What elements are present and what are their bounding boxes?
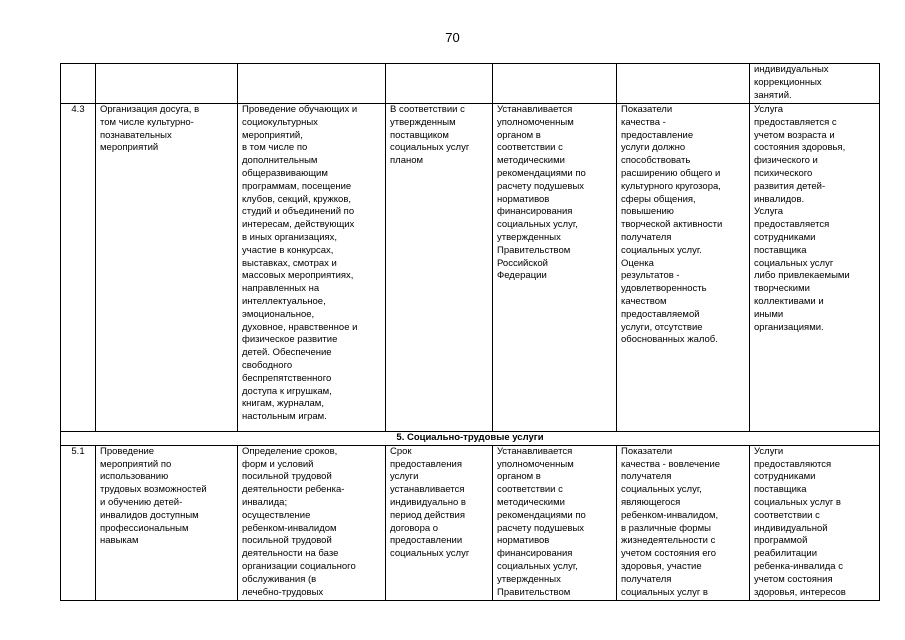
cell-text: Определение сроков, форм и условий посильной трудовой деятельности ребенка- инвалида; осуществление ребенком-инвалидом посильной трудовой деятельности на базе организации социального обслуживания (в лечебно-трудовых [242, 445, 356, 598]
cell-service-conditions: индивидуальных коррекционных занятий. [750, 64, 880, 104]
cell-text: Срок предоставления услуги устанавливается индивидуально в период действия договора о предоставлении социальных услуг [390, 445, 470, 560]
cell-service-name [96, 445, 238, 600]
cell-number: 5.1 [61, 445, 96, 600]
cell-text: Услуги предоставляются сотрудниками поставщика социальных услуг в соответствии с индивидуальной программой реабилитации ребенка-инвалида с учетом состояния здоровья, интересов [754, 445, 846, 598]
cell-service-term: В соответствии с утвержденным поставщиком социальных услуг планом [386, 104, 493, 432]
cell-service-name [96, 64, 238, 104]
cell-text: Проведение мероприятий по использованию трудовых возможностей и обучению детей- инвалидов доступным профессиональным навыкам [100, 445, 207, 547]
social-services-table [60, 63, 880, 601]
cell-number [61, 64, 96, 104]
table-row-continuation [61, 64, 880, 104]
cell-service-conditions [750, 445, 880, 600]
cell-service-content: Проведение обучающих и социокультурных мероприятий, в том числе по дополнительным общеразвивающим программам, посещение клубов, секций, кружков, студий и объединений по интересам, действующих в иных организациях, участие в конкурсах, выставках, смотрах и массовых мероприятиях, направленных на интеллектуальное, эмоциональное, духовное, нравственное и физическое развитие детей. Обеспечение свободного беспрепятственного доступа к игрушкам, книгам, журналам, настольным играм. [238, 104, 386, 432]
cell-text: Устанавливается уполномоченным органом в соответствии с методическими рекомендациями по расчету подушевых нормативов финансирования социальных услуг, утвержденных Правительством [497, 445, 586, 598]
cell-text: Показатели качества - вовлечение получателя социальных услуг, являющегося ребенком-инвалидом, в различные формы жизнедеятельности с учетом состояния его здоровья, участие получателя социальных услуг в [621, 445, 721, 598]
table-row-4-3 [61, 104, 880, 432]
cell-service-content [238, 445, 386, 600]
cell-service-norm [493, 64, 617, 104]
cell-service-term [386, 64, 493, 104]
cell-service-norm: Устанавливается уполномоченным органом в соответствии с методическими рекомендациями по расчету подушевых нормативов финансирования социальных услуг, утвержденных Правительством Российской Федерации [493, 104, 617, 432]
section-header-row [61, 432, 880, 446]
cell-service-quality [617, 64, 750, 104]
cell-number: 4.3 [61, 104, 96, 432]
cell-service-term [386, 445, 493, 600]
page-number: 70 [445, 30, 460, 45]
cell-service-norm [493, 445, 617, 600]
cell-service-conditions: Услуга предоставляется с учетом возраста и состояния здоровья, физического и психического развития детей- инвалидов. Услуга предоставляется сотрудниками поставщика социальных услуг либо привлекаемыми творческими коллективами и иными организациями. [750, 104, 880, 432]
cell-service-name: Организация досуга, в том числе культурно- познавательных мероприятий [96, 104, 238, 432]
cell-service-content [238, 64, 386, 104]
cell-service-quality: Показатели качества - предоставление услуги должно способствовать расширению общего и культурного кругозора, сферы общения, повышению творческой активности получателя социальных услуг. Оценка результатов - удовлетворенность качеством предоставляемой услуги, отсутствие обоснованных жалоб. [617, 104, 750, 432]
table-row-5-1 [61, 445, 880, 600]
cell-service-quality [617, 445, 750, 600]
section-title: 5. Социально-трудовые услуги [61, 432, 880, 446]
